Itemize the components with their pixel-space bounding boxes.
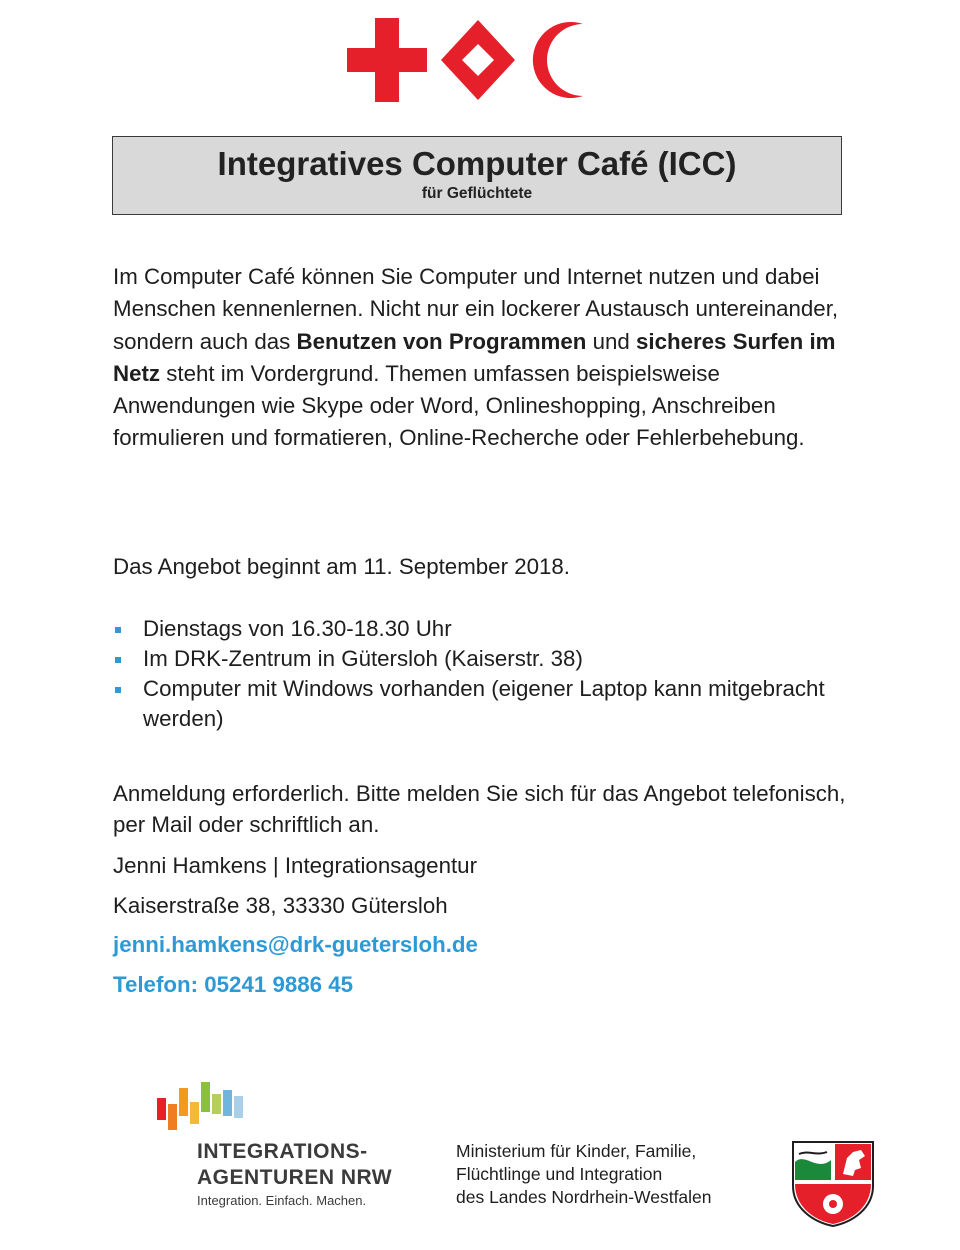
red-cross-emblems xyxy=(345,18,605,108)
contact-name: Jenni Hamkens | Integrationsagentur xyxy=(113,853,477,878)
intro-paragraph xyxy=(113,261,853,455)
list-item xyxy=(113,614,853,644)
bullet-square-icon xyxy=(115,657,121,663)
contact-phone-link[interactable]: Telefon: 05241 9886 45 xyxy=(113,972,354,997)
red-crystal-icon xyxy=(441,20,515,100)
nrw-coat-of-arms-icon xyxy=(791,1140,875,1228)
bullet-square-icon xyxy=(115,627,121,633)
contact-email-link[interactable]: jenni.hamkens@drk-guetersloh.de xyxy=(113,932,478,957)
bullet-square-icon xyxy=(115,687,121,693)
intro-text-3: steht im Vordergrund. Themen umfassen beispielsweise Anwendungen wie Skype oder Word, Onlineshopping, Anschreiben formulieren und formatieren, Online-Recherche oder Fehlerbehebung. xyxy=(113,360,805,451)
list-item-text: Im DRK-Zentrum in Gütersloh (Kaiserstr. 38) xyxy=(143,646,583,671)
contact-address: Kaiserstraße 38, 33330 Gütersloh xyxy=(113,893,448,918)
details-list xyxy=(113,614,853,734)
page-title: Integratives Computer Café (ICC) xyxy=(217,145,737,182)
start-date-text: Das Angebot beginnt am 11. September 2018. xyxy=(113,554,570,579)
intro-bold-1: Benutzen von Programmen xyxy=(296,328,587,354)
intro-text-2: und xyxy=(586,328,636,354)
intro-bold-2: sicheres Surfen im Netz xyxy=(113,328,836,386)
list-item xyxy=(113,674,853,734)
registration-text: Anmeldung erforderlich. Bitte melden Sie sich für das Angebot telefonisch, per Mail oder schriftlich an. xyxy=(113,781,846,837)
ministry-text xyxy=(456,1140,712,1209)
intro-text-1: Im Computer Café können Sie Computer und Internet nutzen und dabei Menschen kennenlernen. Nicht nur ein lockerer Austausch untereinander, sondern auch das xyxy=(113,264,839,354)
list-item xyxy=(113,644,853,674)
ministry-line-3: des Landes Nordrhein-Westfalen xyxy=(456,1187,712,1207)
ia-tagline: Integration. Einfach. Machen. xyxy=(197,1193,367,1208)
red-crescent-icon xyxy=(533,22,583,98)
page-subtitle: für Geflüchtete xyxy=(421,185,533,202)
list-item-text: Dienstags von 16.30-18.30 Uhr xyxy=(143,616,452,641)
list-item-text: Computer mit Windows vorhanden (eigener Laptop kann mitgebracht werden) xyxy=(143,676,825,731)
integrationsagenturen-logo xyxy=(157,1080,397,1215)
ministry-line-1: Ministerium für Kinder, Familie, xyxy=(456,1141,697,1161)
ia-line-2: AGENTUREN NRW xyxy=(197,1166,393,1189)
title-box xyxy=(112,136,842,215)
ministry-line-2: Flüchtlinge und Integration xyxy=(456,1164,663,1184)
ia-line-1: INTEGRATIONS- xyxy=(197,1140,368,1163)
red-cross-icon xyxy=(347,18,427,102)
